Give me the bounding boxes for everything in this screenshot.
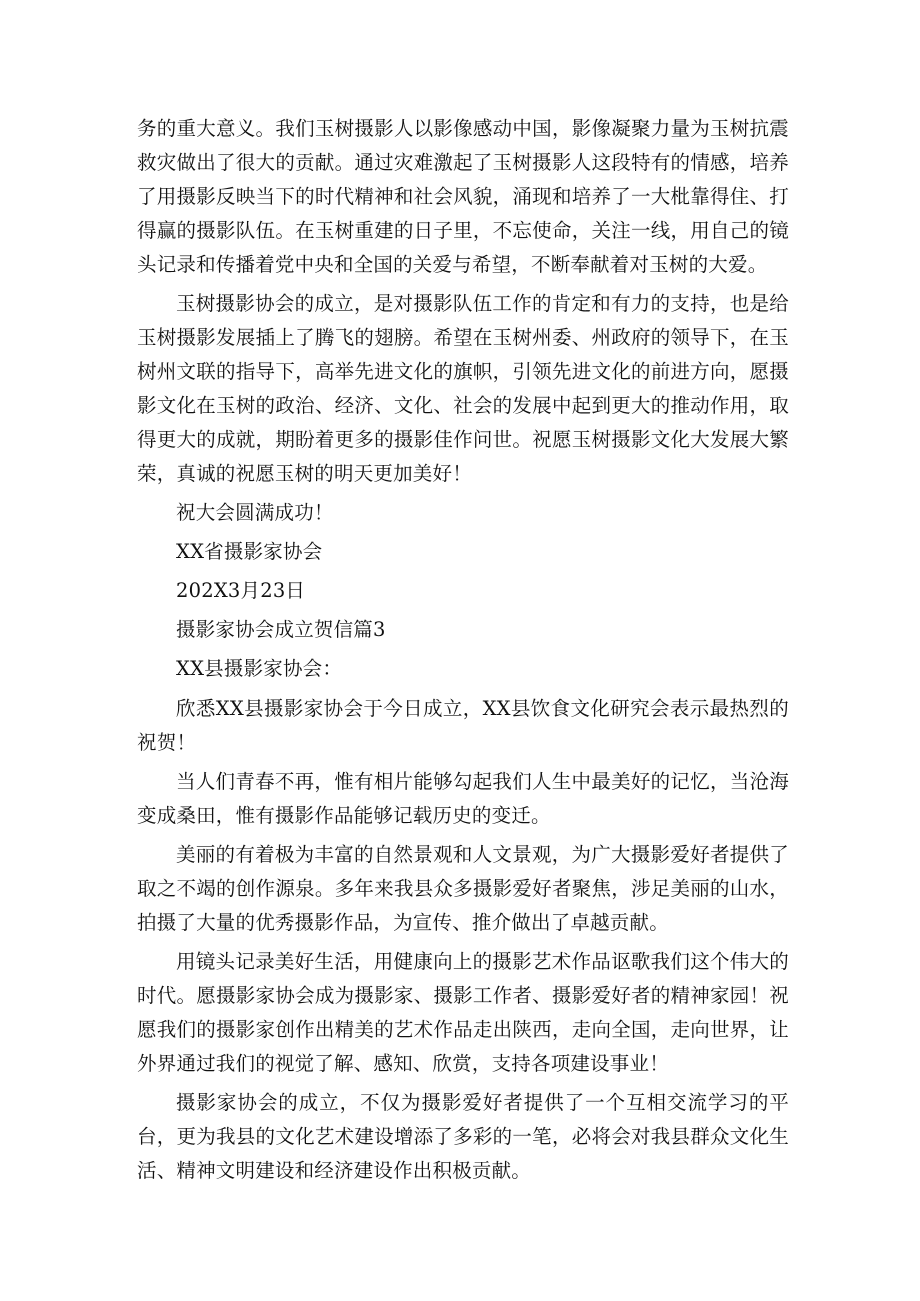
salutation: XX县摄影家协会： bbox=[176, 657, 343, 680]
paragraph-congratulation: 欣悉XX县摄影家协会于今日成立，XX县饮食文化研究会表示最热烈的祝贺！ bbox=[137, 697, 789, 754]
closing-wish: 祝大会圆满成功！ bbox=[176, 501, 334, 524]
signature-date: 202X3月23日 bbox=[176, 579, 306, 602]
paragraph-contribution: 摄影家协会的成立，不仅为摄影爱好者提供了一个互相交流学习的平台，更为我县的文化艺术建设增添了多彩的一笔，必将会对我县群众文化生活、精神文明建设和经济建设作出积极贡献。 bbox=[137, 1091, 789, 1182]
paragraph-landscape: 美丽的有着极为丰富的自然景观和人文景观，为广大摄影爱好者提供了取之不竭的创作源泉。多年来我县众多摄影爱好者聚焦，涉足美丽的山水，拍摄了大量的优秀摄影作品，为宣传、推介做出了卓越贡献。 bbox=[137, 843, 789, 934]
section-heading: 摄影家协会成立贺信篇3 bbox=[176, 618, 386, 641]
paragraph-association-founding: 玉树摄影协会的成立，是对摄影队伍工作的肯定和有力的支持，也是给玉树摄影发展插上了腾飞的翅膀。希望在玉树州委、州政府的领导下，在玉树州文联的指导下，高举先进文化的旗帜，引领先进文化的前进方向，愿摄影文化在玉树的政治、经济、文化、社会的发展中起到更大的推动作用，取得更大的成就，期盼着更多的摄影佳作问世。祝愿玉树摄影文化大发展大繁荣，真诚的祝愿玉树的明天更加美好！ bbox=[137, 292, 789, 485]
paragraph-lens: 用镜头记录美好生活，用健康向上的摄影艺术作品讴歌我们这个伟大的时代。愿摄影家协会成为摄影家、摄影工作者、摄影爱好者的精神家园！祝愿我们的摄影家创作出精美的艺术作品走出陕西，走向全国，走向世界，让外界通过我们的视觉了解、感知、欣赏，支持各项建设事业！ bbox=[137, 950, 789, 1075]
document-body bbox=[137, 112, 789, 1188]
paragraph-memories: 当人们青春不再，惟有相片能够勾起我们人生中最美好的记忆，当沧海变成桑田，惟有摄影作品能够记载历史的变迁。 bbox=[137, 770, 789, 827]
signature-organization: XX省摄影家协会 bbox=[176, 540, 323, 563]
paragraph-continuation: 务的重大意义。我们玉树摄影人以影像感动中国，影像凝聚力量为玉树抗震救灾做出了很大的贡献。通过灾难激起了玉树摄影人这段特有的情感，培养了用摄影反映当下的时代精神和社会风貌，涌现和培养了一大枇靠得住、打得赢的摄影队伍。在玉树重建的日子里，不忘使命，关注一线，用自己的镜头记录和传播着党中央和全国的关爱与希望，不断奉献着对玉树的大爱。 bbox=[137, 117, 789, 276]
